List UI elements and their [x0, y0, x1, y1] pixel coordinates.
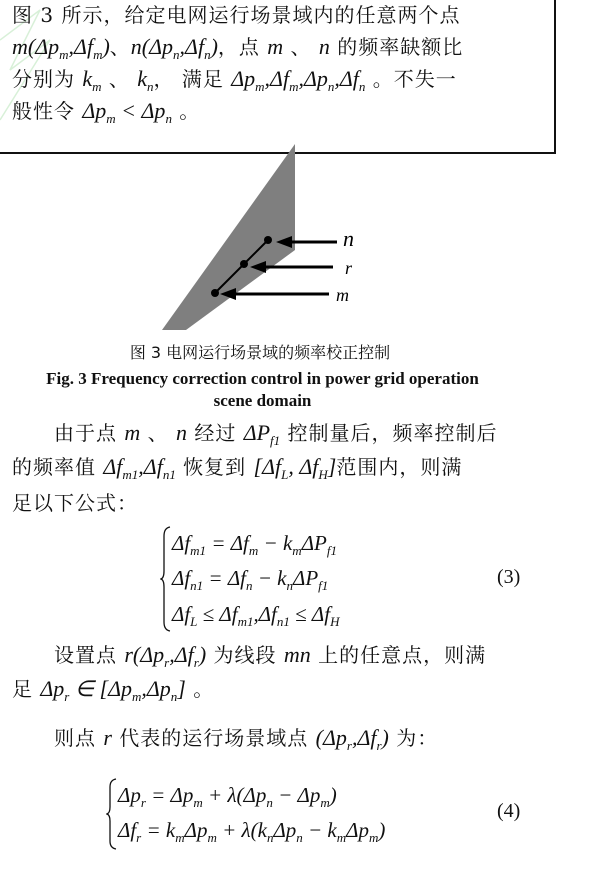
figure-3-diagram: [0, 0, 600, 340]
point-m: [211, 289, 219, 297]
math-expression: $\Delta p_m < \Delta p_n$: [82, 98, 172, 126]
equation-line: [118, 816, 385, 846]
intro-line: 分别为 $k_m$ 、 $k_n$， 满足 $\Delta p_m,\Delta f_m,\Delta p_n,\Delta f_n$ 。不失一: [12, 66, 457, 94]
scene-domain-plane: [162, 144, 295, 330]
point-r: [240, 260, 248, 268]
math-expression: $\Delta f_{m1} = \Delta f_m - k_m\Delta P_{f1}$: [172, 531, 337, 558]
math-expression: $\Delta f_{m1},\Delta f_{n1}$: [103, 454, 176, 482]
left-brace: [106, 778, 118, 850]
math-expression: $\Delta P_{f1}$: [243, 420, 281, 448]
intro-line: 般性令 $\Delta p_m < \Delta p_n$ 。: [12, 98, 201, 126]
math-expression: $(\Delta p_r,\Delta f_r)$: [315, 725, 389, 753]
math-expression: m: [124, 420, 141, 445]
figure-caption-en-cont: scene domain: [213, 391, 312, 410]
math-expression: $\Delta f_{n1} = \Delta f_n - k_n\Delta P_{f1}$: [172, 566, 329, 593]
paragraph-line: 足以下公式：: [12, 491, 138, 515]
math-expression: n: [175, 420, 187, 445]
math-expression: $\Delta f_L \le \Delta f_{m1},\Delta f_{n1} \le \Delta f_H$: [172, 602, 340, 629]
equation-number: (3): [497, 566, 521, 588]
math-expression: $m(\Delta p_m,\Delta f_m)$: [12, 34, 110, 62]
label-n: n: [343, 226, 354, 251]
paragraph-line: 的频率值 $\Delta f_{m1},\Delta f_{n1}$ 恢复到 [$\Delta f_L$, $\Delta f_H$]范围内，则满: [12, 454, 463, 482]
left-brace: [160, 526, 172, 632]
paragraph-line: 由于点 m 、 n 经过 $\Delta P_{f1}$ 控制量后，频率控制后: [12, 420, 498, 448]
equation-line: [172, 600, 339, 630]
equation-number: (4): [497, 800, 521, 822]
math-expression: mn: [283, 642, 311, 667]
equation-line: [118, 781, 337, 811]
math-expression: $k_n$: [137, 66, 154, 94]
arrow-r: [250, 261, 333, 273]
math-expression: m: [267, 34, 284, 59]
figure-caption-cn: 图 3 电网运行场景域的频率校正控制: [129, 343, 391, 362]
intro-line: 图 3 所示，给定电网运行场景域内的任意两个点: [12, 3, 461, 27]
intro-line: $m(\Delta p_m,\Delta f_m)$、$n(\Delta p_n,\Delta f_n)$，点 m 、 n 的频率缺额比: [12, 34, 464, 62]
math-expression: r: [103, 725, 112, 750]
math-expression: n: [318, 34, 330, 59]
math-expression: [$\Delta f_L$, $\Delta f_H$]: [253, 454, 337, 482]
label-r: r: [345, 258, 353, 278]
equation-line: [172, 529, 337, 559]
math-expression: $\Delta p_m,\Delta f_m,\Delta p_n,\Delta f_n$: [231, 66, 366, 94]
math-expression: $\Delta f_r = k_m\Delta p_m + \lambda(k_n\Delta p_n - k_m\Delta p_m)$: [118, 818, 386, 845]
equation-line: [172, 564, 328, 594]
paragraph-line: 则点 r 代表的运行场景域点 $(\Delta p_r,\Delta f_r)$ 为：: [12, 725, 439, 753]
point-n: [264, 236, 272, 244]
paragraph-line: 足 $\Delta p_r$ ∈ $[\Delta p_m,\Delta p_n]$ 。: [12, 676, 215, 704]
math-expression: $k_m$: [82, 66, 102, 94]
math-expression: $\Delta p_r$ ∈ $[\Delta p_m,\Delta p_n]$: [40, 676, 186, 704]
math-expression: $n(\Delta p_n,\Delta f_n)$: [130, 34, 218, 62]
label-m: m: [336, 285, 349, 305]
math-expression: $\Delta p_r = \Delta p_m + \lambda(\Delta p_n - \Delta p_m)$: [118, 783, 337, 810]
figure-caption-en: Fig. 3 Frequency correction control in power grid operation: [46, 369, 479, 388]
math-expression: $r(\Delta p_r,\Delta f_r)$: [124, 642, 207, 670]
paragraph-line: 设置点 $r(\Delta p_r,\Delta f_r)$ 为线段 mn 上的任意点，则满: [12, 642, 487, 670]
